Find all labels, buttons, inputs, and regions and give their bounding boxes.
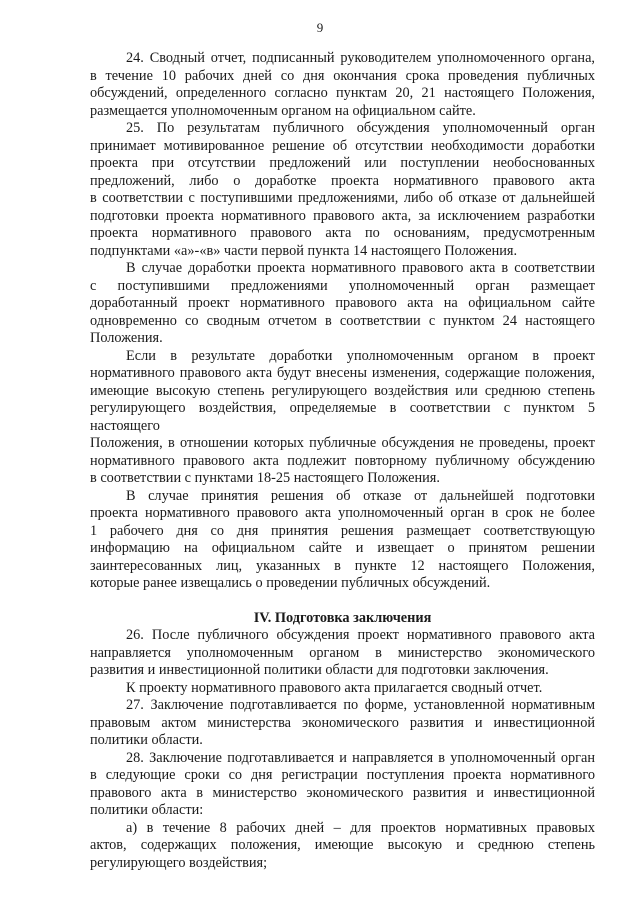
text-line: В случае принятия решения об отказе от дальнейшей подготовки <box>126 487 595 504</box>
text-line: в соответствии с поступившими предложениями, либо об отказе от дальнейшей <box>90 190 595 206</box>
page-number: 9 <box>316 20 324 35</box>
spacer <box>90 593 595 610</box>
text-line: актов, содержащих положения, имеющие высокую и среднюю степень <box>90 837 595 853</box>
text-line: политики области. <box>90 732 203 748</box>
text-line: 27. Заключение подготавливается по форме, установленной нормативным <box>126 697 595 713</box>
text-line: правовым актом министерства экономического развития и инвестиционной <box>90 714 595 731</box>
text-line: регулирующего воздействия; <box>90 854 268 871</box>
text-line: Положения, в отношении которых публичные обсуждения не проведены, проект <box>90 435 595 451</box>
text-line: проекта при отсутствии предложений или поступлении необоснованных <box>90 155 595 171</box>
text-line: В случае доработки проекта нормативного правового акта в соответствии <box>126 260 595 276</box>
text-line: доработанный проект нормативного правового акта на официальном сайте <box>90 295 595 311</box>
text-line: регулирующего воздействия, определяемые в соответствии с пунктом 5 настоящего <box>90 400 595 434</box>
text-line: размещается уполномоченным органом на официальном сайте. <box>90 102 476 119</box>
text-line: 25. По результатам публичного обсуждения уполномоченный орган <box>126 120 595 136</box>
text-line: в следующие сроки со дня регистрации поступления проекта нормативного <box>90 767 595 783</box>
text-line: подпунктами «а»-«в» части первой пункта 14 настоящего Положения. <box>90 242 518 259</box>
text-line: обсуждений, определенного согласно пунктам 20, 21 настоящего Положения, <box>90 85 595 101</box>
text-line: политики области: <box>90 802 204 818</box>
text-line: правового акта в министерство экономического развития и инвестиционной <box>90 784 595 801</box>
text-line: в течение 10 рабочих дней со дня окончания срока проведения публичных <box>90 67 595 84</box>
section-heading: IV. Подготовка заключения <box>253 609 432 626</box>
text-line: принимает мотивированное решение об отсутствии необходимости доработки <box>90 137 595 154</box>
text-line: 1 рабочего дня со дня принятия решения размещает соответствующую <box>90 522 595 539</box>
text-line: проекта нормативного правового акта уполномоченный орган в срок не более <box>90 505 595 521</box>
text-line: нормативного правового акта будут внесены изменения, содержащие положения, <box>90 365 595 381</box>
text-line: с поступившими предложениями уполномоченный орган размещает <box>90 277 595 294</box>
text-line: К проекту нормативного правового акта прилагается сводный отчет. <box>126 679 543 696</box>
text-line: 28. Заключение подготавливается и направляется в уполномоченный орган <box>126 749 595 766</box>
text-line: информацию на официальном сайте и извещает о принятом решении <box>90 540 595 556</box>
text-line: 26. После публичного обсуждения проект нормативного правового акта <box>126 627 595 643</box>
text-line: заинтересованных лиц, указанных в пункте 12 настоящего Положения, <box>90 557 595 574</box>
text-line: развития и инвестиционной политики области для подготовки заключения. <box>90 662 549 678</box>
text-line: нормативного правового акта подлежит повторному публичному обсуждению <box>90 452 595 469</box>
text-line: Положения. <box>90 330 163 346</box>
text-line: проекта нормативного правового акта по основаниям, предусмотренным <box>90 225 595 241</box>
text-line: имеющие высокую степень регулирующего воздействия или среднюю степень <box>90 382 595 399</box>
text-line: направляется уполномоченным органом в министерство экономического <box>90 644 595 661</box>
text-line: одновременно со сводным отчетом в соответствии с пунктом 24 настоящего <box>90 312 595 329</box>
text-line: в соответствии с пунктами 18-25 настоящего Положения. <box>90 470 440 486</box>
text-line: 24. Сводный отчет, подписанный руководителем уполномоченного органа, <box>126 50 595 66</box>
text-line: предложений, либо о доработке проекта нормативного правового акта <box>90 172 595 189</box>
text-line: а) в течение 8 рабочих дней – для проектов нормативных правовых <box>126 819 595 836</box>
text-line: Если в результате доработки уполномоченным органом в проект <box>126 347 595 364</box>
document-body <box>90 50 595 872</box>
text-line: которые ранее извещались о проведении публичных обсуждений. <box>90 575 491 591</box>
text-line: подготовки проекта нормативного правового акта, за исключением разработки <box>90 207 595 224</box>
